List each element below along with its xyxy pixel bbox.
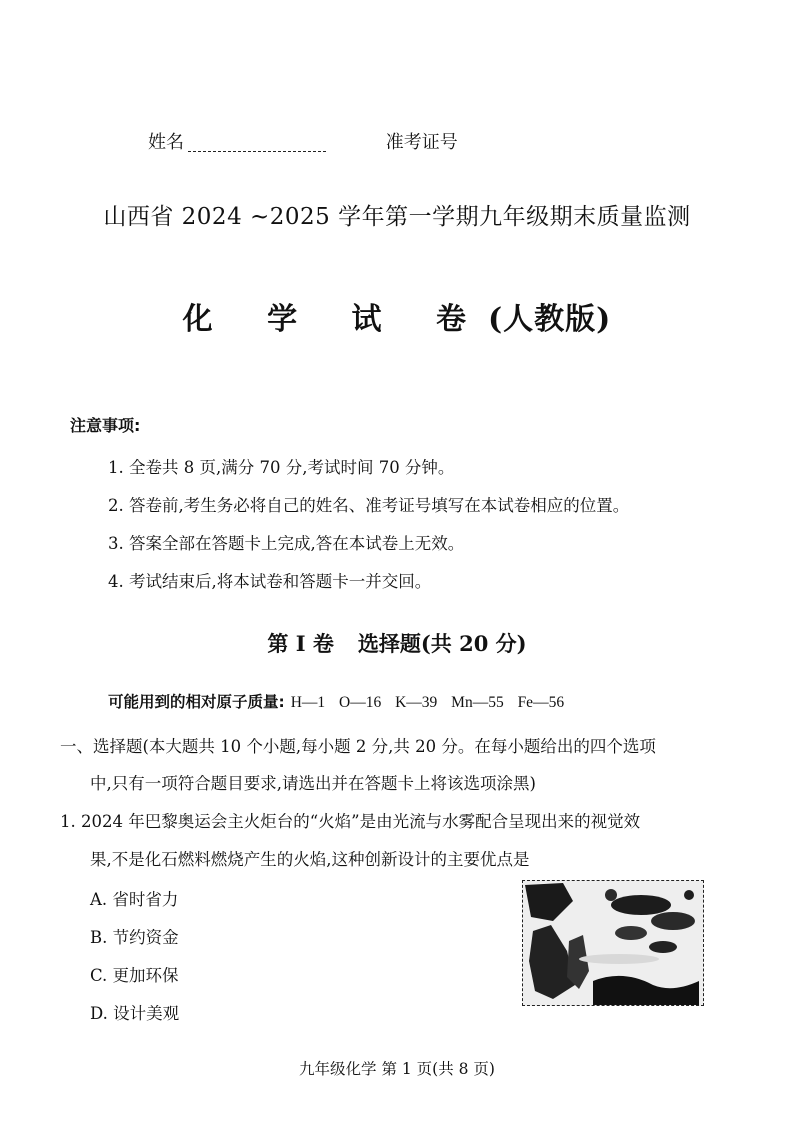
page-footer: 九年级化学 第 1 页(共 8 页) <box>299 1060 495 1078</box>
notice-item: 2. 答卷前,考生务必将自己的姓名、准考证号填写在本试卷相应的位置。 <box>108 496 630 515</box>
section-label: 第 Ⅰ 卷 <box>267 631 334 656</box>
notice-item: 4. 考试结束后,将本试卷和答题卡一并交回。 <box>108 572 432 591</box>
option-d: D. 设计美观 <box>90 1004 180 1023</box>
atomic-masses <box>108 690 564 712</box>
photo-illustration <box>523 881 703 1005</box>
notice-item: 3. 答案全部在答题卡上完成,答在本试卷上无效。 <box>108 534 465 553</box>
name-blank-line <box>188 151 326 152</box>
question-1-stem: 1. 2024 年巴黎奥运会主火炬台的“火焰”是由光流与水雾配合呈现出来的视觉效 <box>60 812 641 831</box>
atomic-masses-label: 可能用到的相对原子质量: <box>108 693 285 711</box>
option-a: A. 省时省力 <box>90 890 179 909</box>
olympic-cauldron-photo <box>522 880 704 1006</box>
name-label: 姓名 <box>148 132 184 153</box>
notice-item: 1. 全卷共 8 页,满分 70 分,考试时间 70 分钟。 <box>108 458 455 477</box>
part-one-instructions-cont: 中,只有一项符合题目要求,请选出并在答题卡上将该选项涂黑) <box>90 774 536 793</box>
subject-title-main: 化 学 试 卷 <box>182 302 488 337</box>
option-c: C. 更加环保 <box>90 966 179 985</box>
part-one-instructions: 一、选择题(本大题共 10 个小题,每小题 2 分,共 20 分。在每小题给出的四个选项 <box>60 737 656 756</box>
exam-number-label: 准考证号 <box>385 132 458 153</box>
candidate-info-row <box>148 128 458 154</box>
option-b: B. 节约资金 <box>90 928 179 947</box>
section-name: 选择题(共 20 分) <box>357 631 527 656</box>
notice-heading: 注意事项: <box>70 416 141 435</box>
question-1-stem-cont: 果,不是化石燃料燃烧产生的火焰,这种创新设计的主要优点是 <box>90 850 530 869</box>
subject-title <box>0 294 794 338</box>
section-title <box>0 628 794 658</box>
atomic-masses-values: H—1 O—16 K—39 Mn—55 Fe—56 <box>290 694 565 711</box>
exam-title: 山西省 2024 ~2025 学年第一学期九年级期末质量监测 <box>103 204 691 230</box>
subject-title-edition: (人教版) <box>487 302 612 337</box>
